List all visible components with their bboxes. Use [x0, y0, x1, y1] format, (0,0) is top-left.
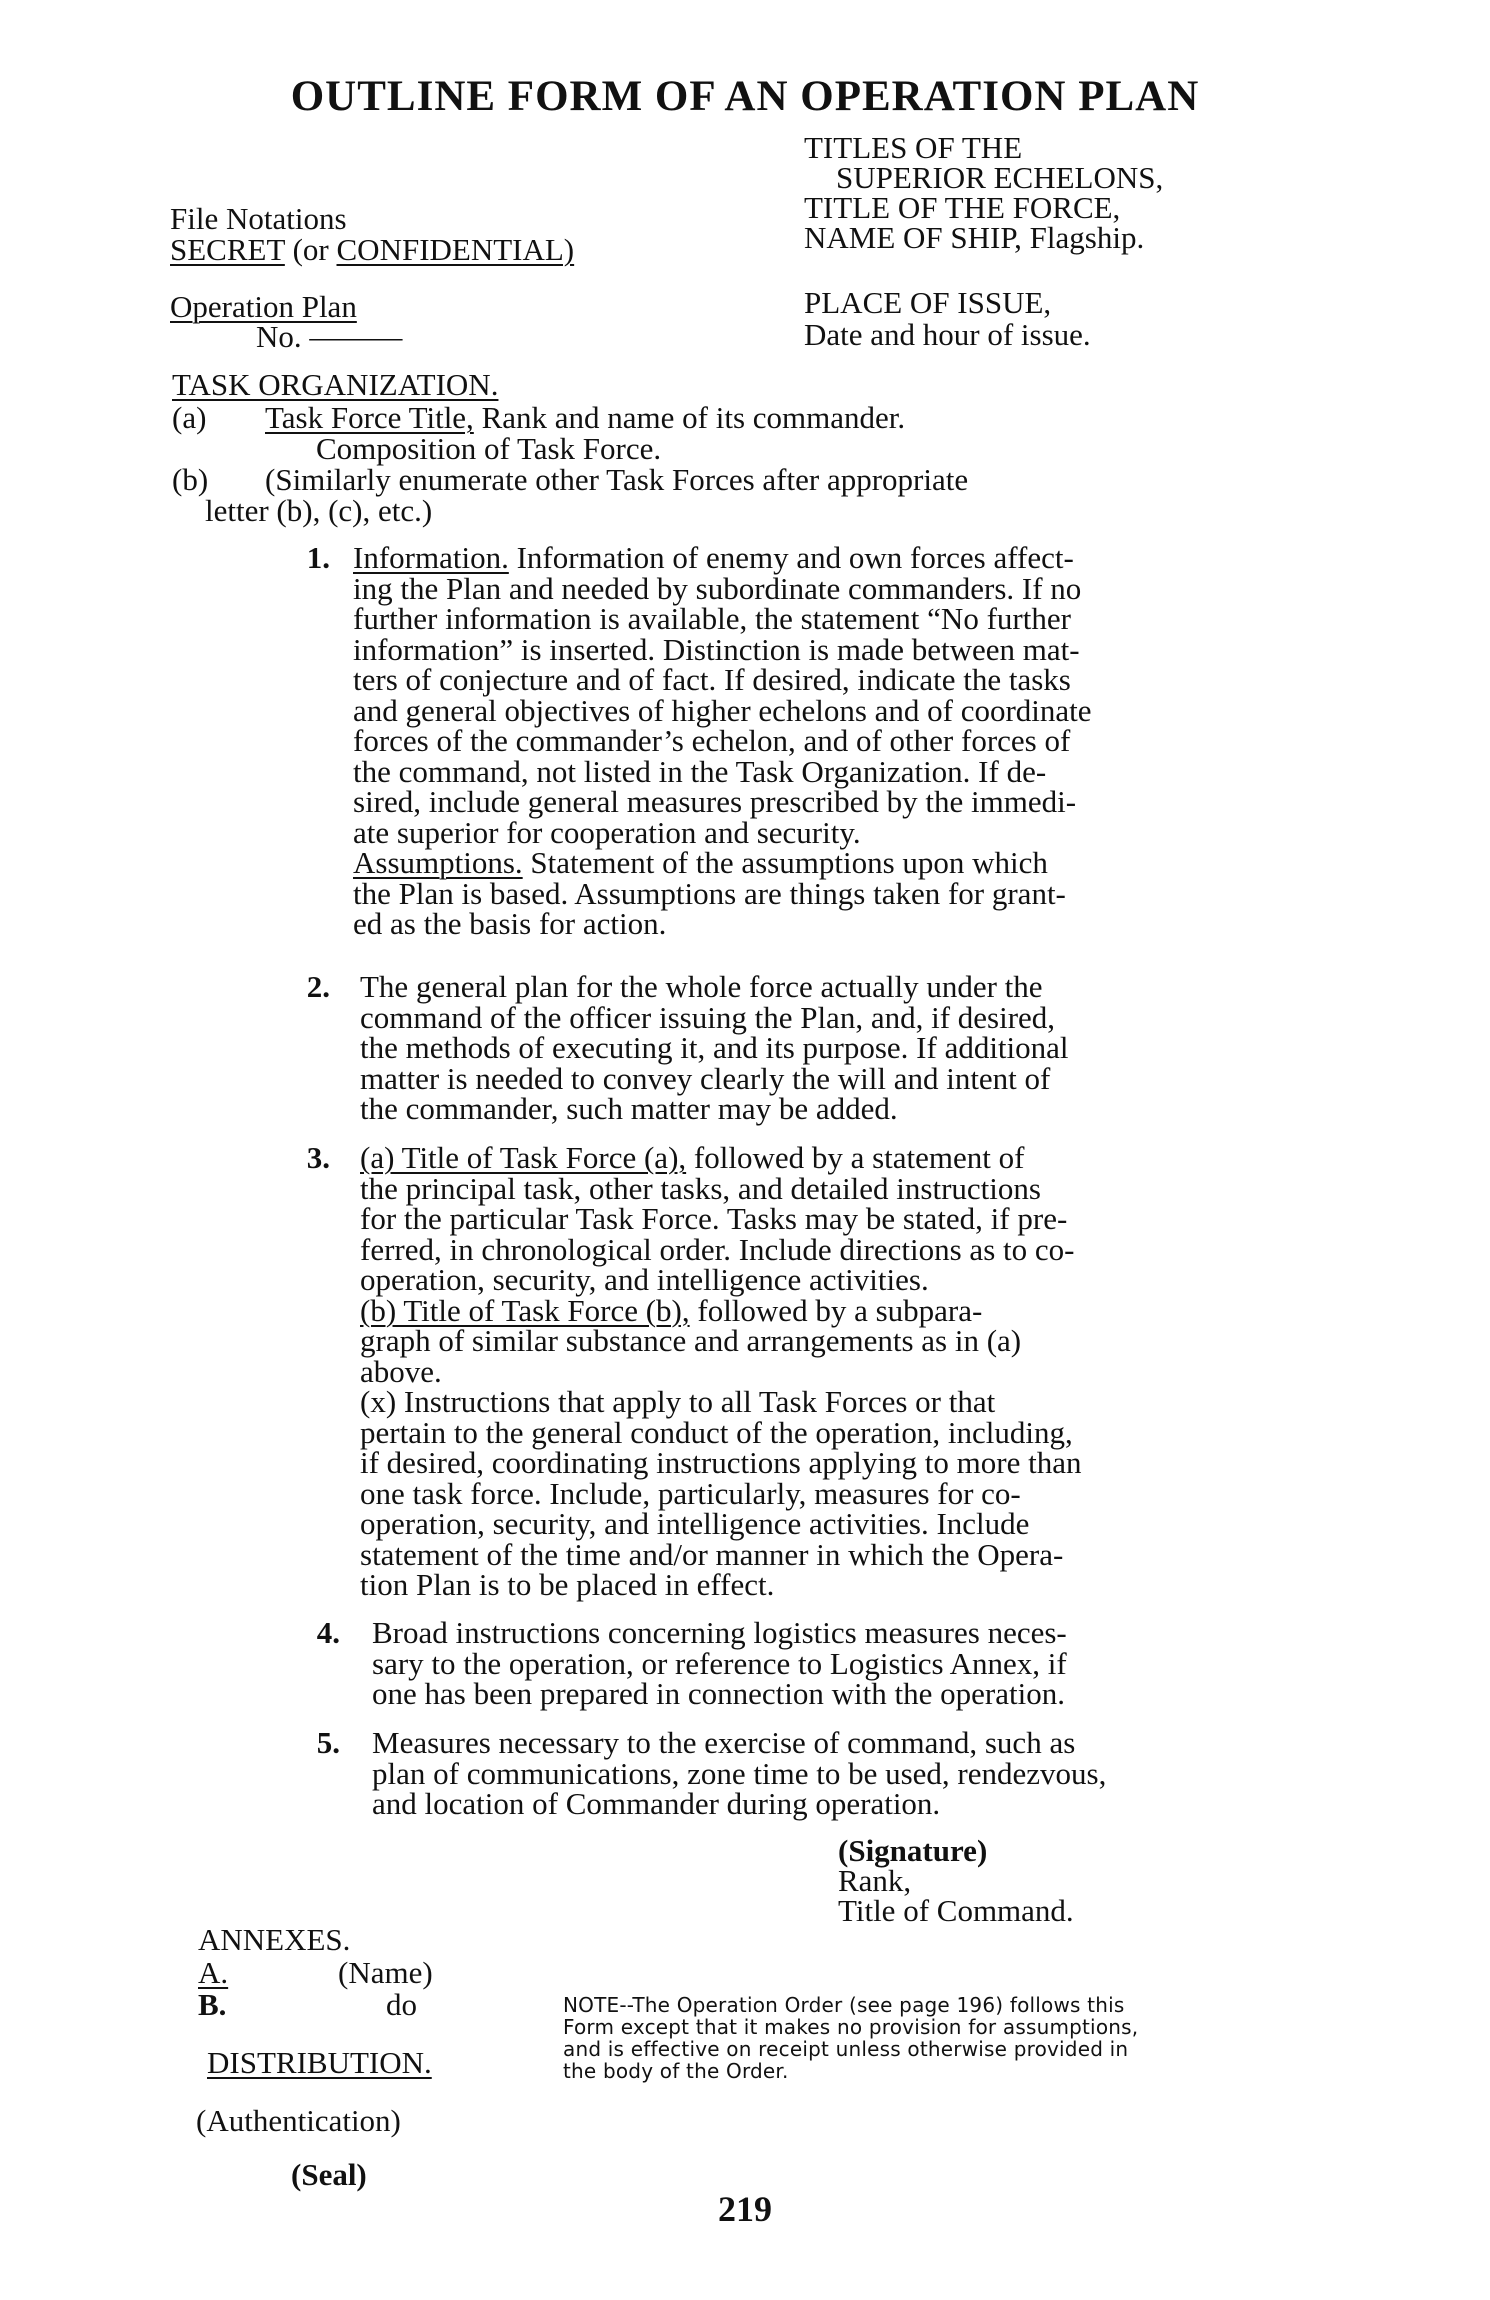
note-line: and is effective on receipt unless otherwise provided in — [563, 2037, 1129, 2061]
task-force-b-title: (b) Title of Task Force (b), — [360, 1292, 690, 1328]
task-force-a-title: (a) Title of Task Force (a), — [360, 1140, 687, 1175]
force-title-line: TITLE OF THE FORCE, — [804, 190, 1121, 225]
para-3b-line: graph of similar substance and arrangements as in (a) — [360, 1323, 1022, 1358]
para-2-line: The general plan for the whole force actually under the — [360, 969, 1043, 1004]
para-5-line: plan of communications, zone time to be used, rendezvous, — [372, 1755, 1107, 1791]
task-org-a-line — [265, 400, 906, 435]
operation-plan-label: Operation Plan — [170, 289, 357, 324]
para-2-general-plan — [360, 969, 1069, 1126]
para-5-line: and location of Commander during operation. — [372, 1786, 941, 1821]
distribution-heading: DISTRIBUTION. — [207, 2045, 432, 2080]
signature-title: Title of Command. — [838, 1893, 1074, 1928]
annex-a-name: (Name) — [338, 1955, 433, 1990]
para-3a-line: (a) Title of Task Force (a), followed by a statement of — [360, 1140, 1025, 1175]
para-1-line: sired, include general measures prescribed by the immedi- — [353, 784, 1077, 819]
para-4-line: sary to the operation, or reference to Logistics Annex, if — [372, 1645, 1067, 1681]
authentication: (Authentication) — [196, 2103, 401, 2138]
para-5-line: Measures necessary to the exercise of command, such as — [372, 1725, 1076, 1760]
task-organization-heading: TASK ORGANIZATION. — [172, 367, 499, 402]
superior-echelons-line-1: TITLES OF THE — [804, 130, 1023, 165]
para-3a-line: for the particular Task Force. Tasks may be stated, if pre- — [360, 1201, 1068, 1236]
para-3b-line: above. — [360, 1353, 442, 1389]
para-3b-line: (b) Title of Task Force (b), followed by a subpara- — [360, 1292, 983, 1328]
task-org-b-line-1: (Similarly enumerate other Task Forces after appropriate — [265, 462, 969, 497]
annex-a-letter: A. — [198, 1955, 229, 1990]
para-2-number: 2. — [306, 969, 330, 1004]
para-1-line: information” is inserted. Distinction is made between mat- — [353, 631, 1080, 667]
para-4-logistics — [372, 1615, 1067, 1711]
assumptions-line: ed as the basis for action. — [353, 906, 667, 941]
para-4-line: one has been prepared in connection with the operation. — [372, 1676, 1065, 1711]
para-3x-line: statement of the time and/or manner in which the Opera- — [360, 1536, 1064, 1572]
confidential-label: CONFIDENTIAL) — [336, 232, 575, 267]
para-1-line: ters of conjecture and of fact. If desired, indicate the tasks — [353, 662, 1071, 697]
para-1-information — [353, 540, 1092, 941]
or-text: (or — [284, 232, 337, 267]
task-force-title: Task Force Title, — [265, 400, 474, 435]
signature-rank: Rank, — [838, 1863, 912, 1898]
information-label: Information. — [353, 540, 509, 575]
page-number: 219 — [718, 2189, 772, 2229]
note-line: the body of the Order. — [563, 2059, 789, 2083]
operation-order-note — [563, 1994, 1138, 2082]
para-3x-line: if desired, coordinating instructions applying to more than — [360, 1445, 1082, 1480]
para-2-line: the commander, such matter may be added. — [360, 1091, 898, 1126]
annex-b-name: do — [386, 1987, 417, 2022]
para-3x-line: (x) Instructions that apply to all Task Forces or that — [360, 1384, 996, 1419]
para-3x-line: operation, security, and intelligence activities. Include — [360, 1506, 1030, 1541]
para-3-number: 3. — [306, 1140, 330, 1175]
file-notations: File Notations — [170, 201, 347, 236]
seal: (Seal) — [291, 2157, 367, 2192]
para-4-line: Broad instructions concerning logistics measures neces- — [372, 1615, 1067, 1650]
classification-line — [170, 232, 575, 267]
date-hour-of-issue: Date and hour of issue. — [804, 317, 1091, 352]
task-org-b-label: (b) — [172, 462, 209, 497]
para-3a-line: ferred, in chronological order. Include directions as to co- — [360, 1231, 1075, 1267]
para-1-line: ing the Plan and needed by subordinate commanders. If no — [353, 570, 1082, 606]
para-2-line: command of the officer issuing the Plan, and, if desired, — [360, 999, 1056, 1035]
task-force-composition: Composition of Task Force. — [316, 431, 662, 466]
para-4-number: 4. — [316, 1615, 340, 1650]
para-3a-line: the principal task, other tasks, and detailed instructions — [360, 1170, 1041, 1206]
para-3x-line: pertain to the general conduct of the operation, including, — [360, 1414, 1073, 1450]
para-1-line: further information is available, the statement “No further — [353, 601, 1071, 636]
para-1-line: forces of the commander’s echelon, and of other forces of — [353, 723, 1071, 758]
para-2-line: matter is needed to convey clearly the will and intent of — [360, 1060, 1051, 1096]
para-1-line: ate superior for cooperation and security. — [353, 814, 861, 850]
para-3x-line: one task force. Include, particularly, measures for co- — [360, 1475, 1021, 1511]
para-2-line: the methods of executing it, and its purpose. If additional — [360, 1030, 1069, 1065]
plan-number: No. ——— — [256, 319, 403, 354]
task-force-commander: Rank and name of its commander. — [473, 400, 906, 435]
para-1-number: 1. — [306, 540, 330, 575]
para-1-line: and general objectives of higher echelons and of coordinate — [353, 692, 1092, 728]
assumptions-line: the Plan is based. Assumptions are things taken for grant- — [353, 875, 1066, 911]
assumptions-line: Assumptions. Statement of the assumptions upon which — [353, 845, 1048, 880]
place-of-issue: PLACE OF ISSUE, — [804, 285, 1052, 320]
para-3-task-forces — [360, 1140, 1082, 1602]
para-5-number: 5. — [316, 1725, 340, 1760]
note-line: NOTE--The Operation Order (see page 196) follows this — [563, 1993, 1125, 2017]
secret-label: SECRET — [170, 232, 285, 267]
para-3x-line: tion Plan is to be placed in effect. — [360, 1567, 775, 1602]
annexes-heading: ANNEXES. — [198, 1922, 351, 1957]
para-3a-line: operation, security, and intelligence activities. — [360, 1262, 929, 1297]
para-1-line: the command, not listed in the Task Organization. If de- — [353, 753, 1047, 789]
annex-b-letter: B. — [198, 1987, 227, 2022]
note-line: Form except that it makes no provision for assumptions, — [563, 2015, 1139, 2039]
signature-placeholder: (Signature) — [838, 1833, 988, 1868]
task-org-a-label: (a) — [172, 400, 207, 435]
para-5-command — [372, 1725, 1107, 1821]
para-1-line: Information. Information of enemy and own forces affect- — [353, 540, 1074, 575]
superior-echelons-line-2: SUPERIOR ECHELONS, — [836, 160, 1164, 195]
task-org-b-line-2: letter (b), (c), etc.) — [205, 493, 433, 528]
assumptions-label: Assumptions. — [353, 845, 523, 880]
ship-name-line: NAME OF SHIP, Flagship. — [804, 220, 1145, 255]
page-title: OUTLINE FORM OF AN OPERATION PLAN — [290, 73, 1200, 120]
